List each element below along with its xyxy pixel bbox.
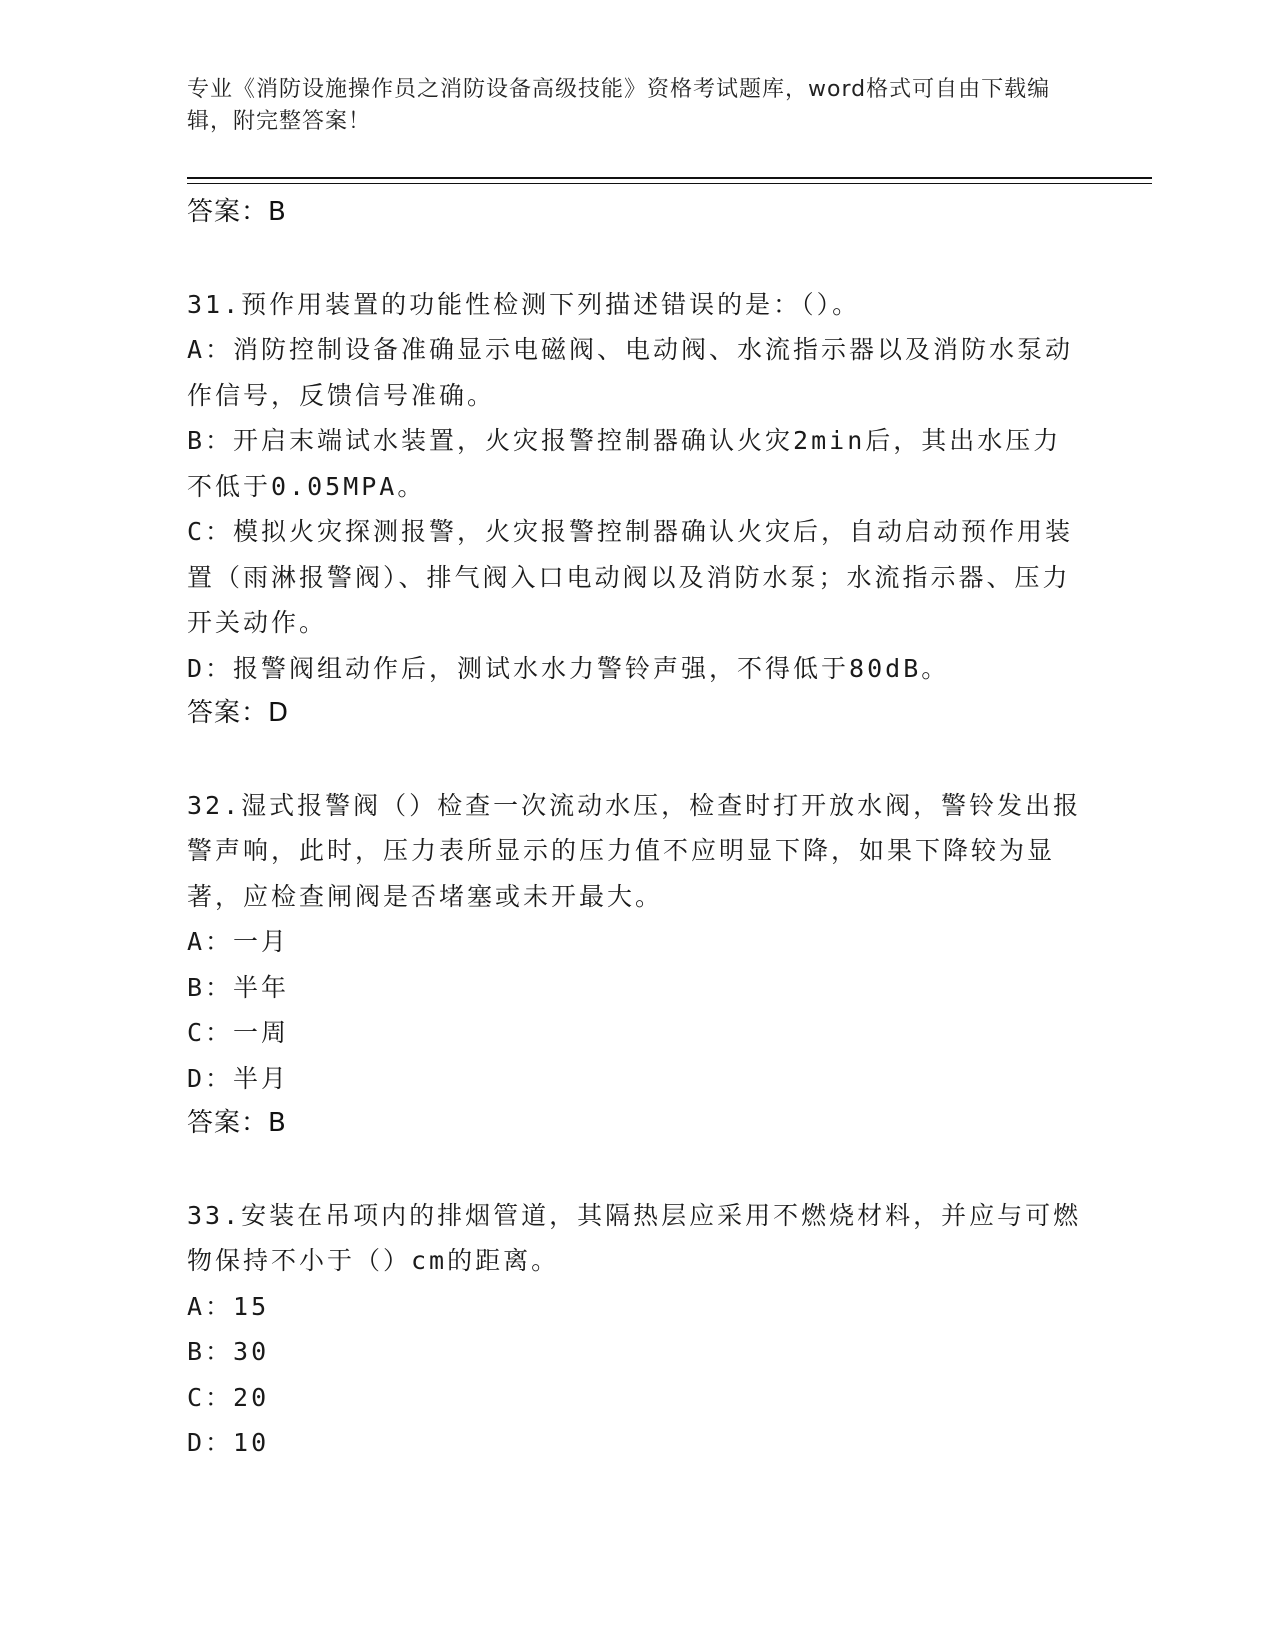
page-header: 专业《消防设施操作员之消防设备高级技能》资格考试题库，word格式可自由下载编辑，附完整答案！ — [187, 77, 1051, 134]
question-stem: 33.安装在吊项内的排烟管道，其隔热层应采用不燃烧材料，并应与可燃物保持不小于（）cm的距离。 — [187, 1200, 1082, 1275]
option-a: A：一月 — [187, 927, 290, 956]
question-answer: 答案：D — [187, 698, 290, 728]
option-a: A：15 — [187, 1291, 270, 1321]
question-33 — [187, 1193, 1087, 1466]
header-rule-thin — [187, 183, 1152, 184]
option-c: C：一周 — [187, 1018, 290, 1047]
question-31 — [187, 282, 1087, 737]
option-c: C：20 — [187, 1382, 270, 1412]
question-answer: 答案：B — [187, 1108, 287, 1138]
option-b: B：半年 — [187, 972, 290, 1002]
exam-content — [187, 190, 1087, 1466]
question-stem: 31.预作用装置的功能性检测下列描述错误的是：（）。 — [187, 289, 861, 319]
spacer — [187, 236, 1087, 282]
option-d: D：报警阀组动作后，测试水水力警铃声强，不得低于80dB。 — [187, 653, 950, 683]
option-a: A：消防控制设备准确显示电磁阀、电动阀、水流指示器以及消防水泵动作信号，反馈信号准确。 — [187, 335, 1074, 410]
spacer — [187, 1147, 1087, 1193]
option-d: D：半月 — [187, 1063, 290, 1093]
question-stem: 32.湿式报警阀（）检查一次流动水压，检查时打开放水阀，警铃发出报警声响，此时，压力表所显示的压力值不应明显下降，如果下降较为显著，应检查闸阀是否堵塞或未开最大。 — [187, 790, 1082, 911]
spacer — [187, 737, 1087, 783]
option-d: D：10 — [187, 1428, 270, 1457]
option-b: B：开启末端试水装置，火灾报警控制器确认火灾2min后，其出水压力不低于0.05MPA。 — [187, 426, 1062, 501]
option-b: B：30 — [187, 1337, 270, 1366]
option-c: C：模拟火灾探测报警，火灾报警控制器确认火灾后，自动启动预作用装置（雨淋报警阀）、排气阀入口电动阀以及消防水泵；水流指示器、压力开关动作。 — [187, 517, 1074, 637]
header-rule-thick — [187, 177, 1152, 179]
previous-answer: 答案：B — [187, 197, 287, 227]
question-32 — [187, 783, 1087, 1147]
